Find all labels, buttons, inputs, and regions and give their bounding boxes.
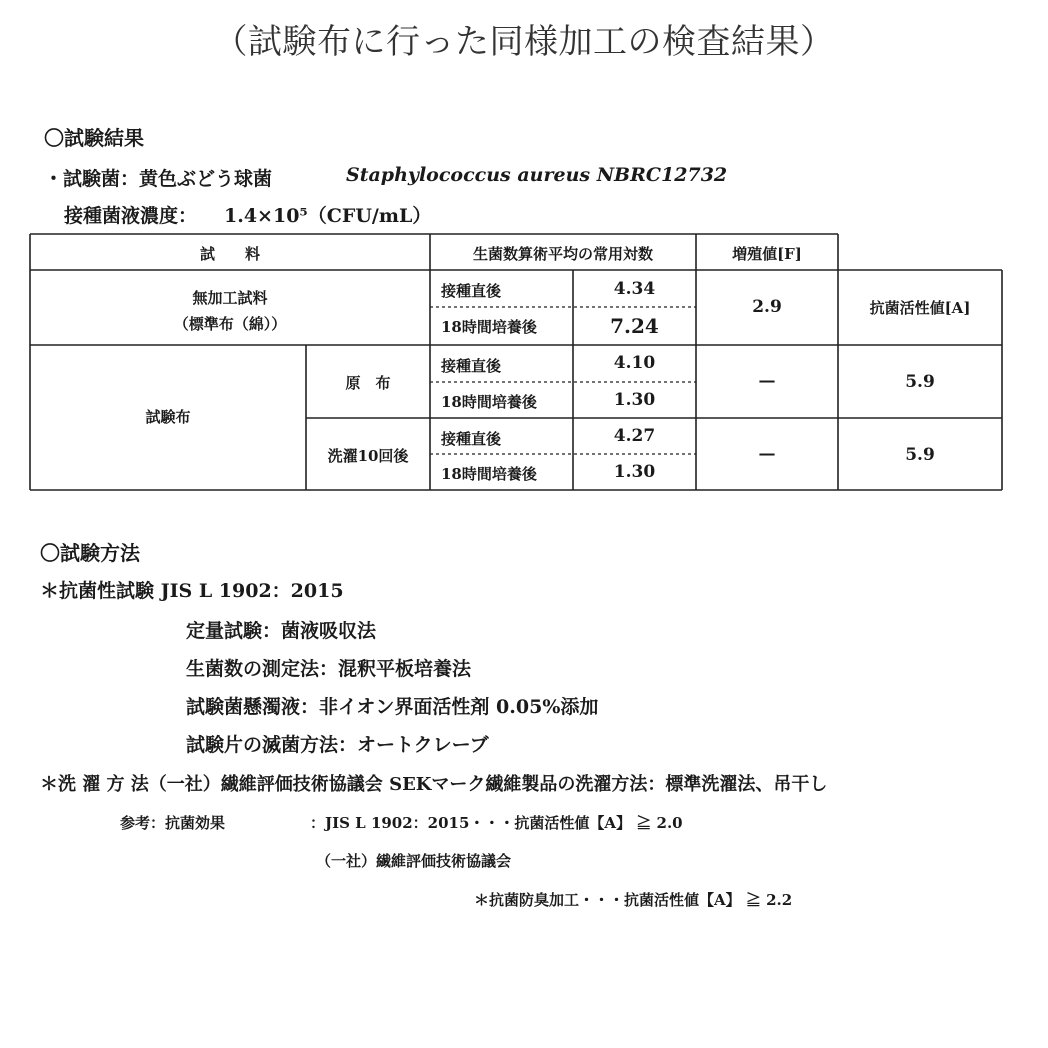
wash-method: ＊洗 濯 方 法（一社）繊維評価技術協議会 SEKマーク繊維製品の洗濯方法：標準洗濯法、吊干し	[40, 774, 828, 795]
control-name-line1: 無加工試料	[192, 289, 268, 307]
inoculum-label: 接種菌液濃度：	[64, 205, 198, 227]
method-item: 生菌数の測定法：混釈平板培養法	[186, 658, 472, 680]
original-name: 原 布	[345, 374, 391, 392]
washed-row2-value: 1.30	[613, 462, 656, 482]
washed-growth: —	[758, 444, 776, 464]
method-item: 定量試験：菌液吸収法	[186, 620, 377, 642]
control-row1-value: 4.34	[613, 279, 656, 299]
washed-row1-label: 接種直後	[441, 430, 502, 448]
page-title: （試験布に行った同様加工の検査結果）	[213, 22, 835, 62]
control-row2-label: 18時間培養後	[441, 318, 537, 336]
original-row2-label: 18時間培養後	[441, 393, 537, 411]
test-cloth-label: 試験布	[145, 408, 191, 426]
inoculum-value: 1.4×10⁵（CFU/mL）	[224, 205, 432, 227]
header-sample: 試 料	[199, 245, 260, 263]
washed-row2-label: 18時間培養後	[441, 465, 537, 483]
reference-line2: （一社）繊維評価技術協議会	[316, 852, 512, 870]
header-log: 生菌数算術平均の常用対数	[472, 245, 653, 263]
header-growth: 増殖値[F]	[732, 245, 802, 263]
methods-heading: 〇試験方法	[40, 541, 140, 565]
reference-line3: ＊抗菌防臭加工・・・抗菌活性値【A】 ≧ 2.2	[474, 891, 793, 909]
original-activity: 5.9	[905, 372, 935, 392]
bacteria-name: Staphylococcus aureus NBRC12732	[346, 164, 728, 186]
control-growth: 2.9	[752, 297, 782, 317]
reference-line1: ：JIS L 1902：2015・・・抗菌活性値【A】 ≧ 2.0	[310, 814, 683, 832]
method-item: 試験片の滅菌方法：オートクレーブ	[186, 734, 489, 756]
washed-activity: 5.9	[905, 445, 935, 465]
method-item: 試験菌懸濁液：非イオン界面活性剤 0.05%添加	[186, 696, 599, 718]
bacteria-label: ・試験菌：黄色ぶどう球菌	[44, 168, 273, 190]
activity-header: 抗菌活性値[A]	[869, 299, 971, 317]
results-heading: 〇試験結果	[44, 126, 144, 150]
control-name-line2: （標準布（綿））	[173, 315, 287, 333]
original-growth: —	[758, 371, 776, 391]
original-row1-value: 4.10	[613, 353, 656, 373]
original-row2-value: 1.30	[613, 390, 656, 410]
washed-row1-value: 4.27	[613, 426, 656, 446]
antibacterial-test: ＊抗菌性試験 JIS L 1902：2015	[40, 580, 344, 602]
washed-name: 洗濯10回後	[327, 447, 409, 465]
reference-label: 参考：抗菌効果	[120, 814, 226, 832]
control-row2-value: 7.24	[610, 314, 659, 338]
control-row1-label: 接種直後	[441, 282, 502, 300]
original-row1-label: 接種直後	[441, 357, 502, 375]
